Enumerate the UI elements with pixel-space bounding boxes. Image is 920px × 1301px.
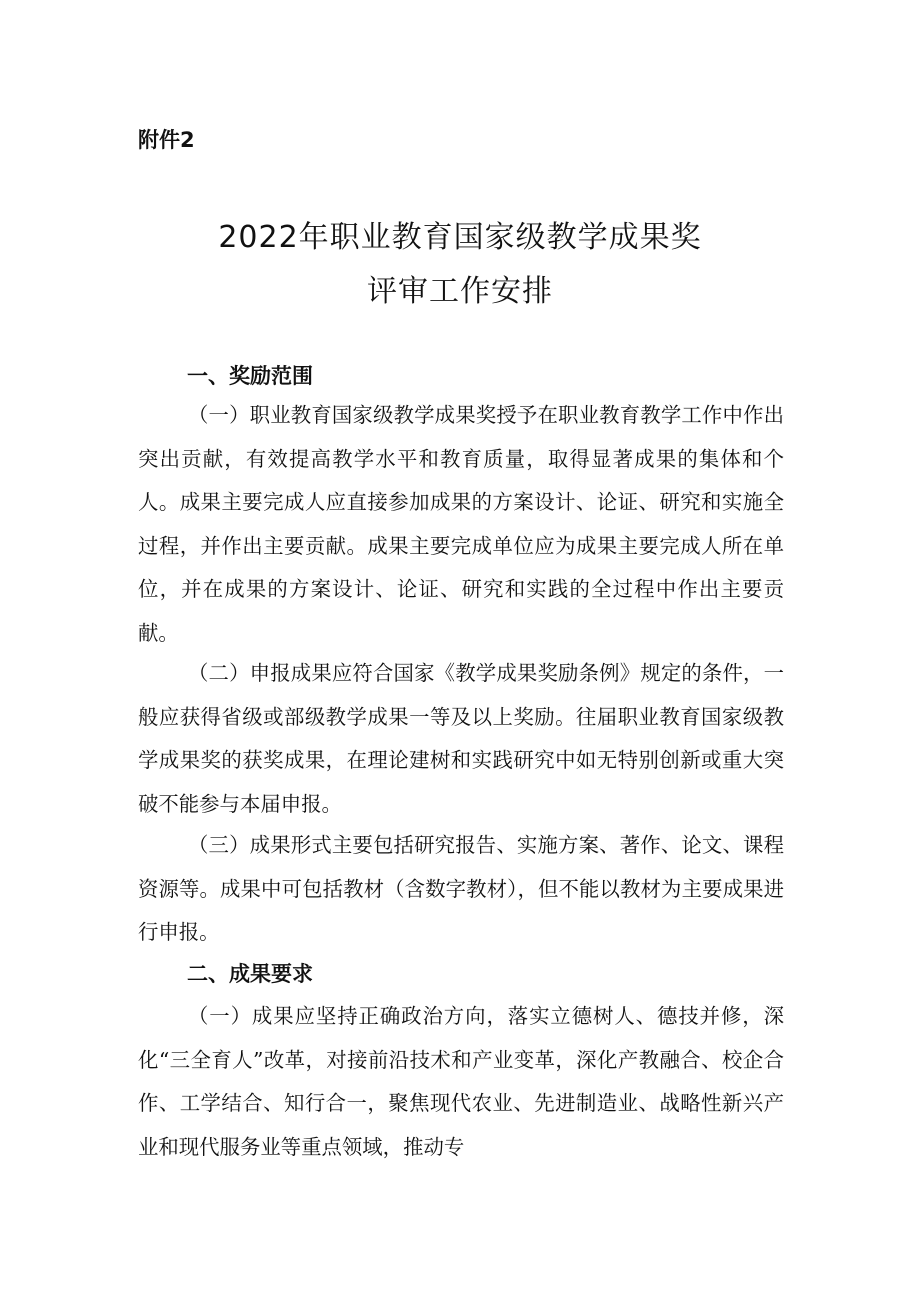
- document-title-line-2: 评审工作安排: [367, 274, 553, 309]
- section-heading-scope: 一、奖励范围: [187, 364, 313, 388]
- document-title-line-1: 2022年职业教育国家级教学成果奖: [218, 220, 702, 255]
- paragraph-requirements-1: （一）成果应坚持正确政治方向，落实立德树人、德技并修，深化“三全育人”改革，对接前沿技术和产业变革，深化产教融合、校企合作、工学结合、知行合一，聚焦现代农业、先进制造业、战略性新兴产业和现代服务业等重点领域，推动专: [138, 1004, 784, 1159]
- paragraph-scope-2: （二）申报成果应符合国家《教学成果奖励条例》规定的条件，一般应获得省级或部级教学成果一等及以上奖励。往届职业教育国家级教学成果奖的获奖成果，在理论建树和实践研究中如无特别创新或重大突破不能参与本届申报。: [138, 661, 784, 816]
- attachment-label: 附件2: [138, 128, 195, 152]
- paragraph-scope-3: （三）成果形式主要包括研究报告、实施方案、著作、论文、课程资源等。成果中可包括教材（含数字教材），但不能以教材为主要成果进行申报。: [138, 833, 784, 944]
- paragraph-scope-1: （一）职业教育国家级教学成果奖授予在职业教育教学工作中作出突出贡献，有效提高教学水平和教育质量，取得显著成果的集体和个人。成果主要完成人应直接参加成果的方案设计、论证、研究和实施全过程，并作出主要贡献。成果主要完成单位应为成果主要完成人所在单位，并在成果的方案设计、论证、研究和实践的全过程中作出主要贡献。: [138, 403, 784, 645]
- section-heading-requirements: 二、成果要求: [187, 962, 313, 986]
